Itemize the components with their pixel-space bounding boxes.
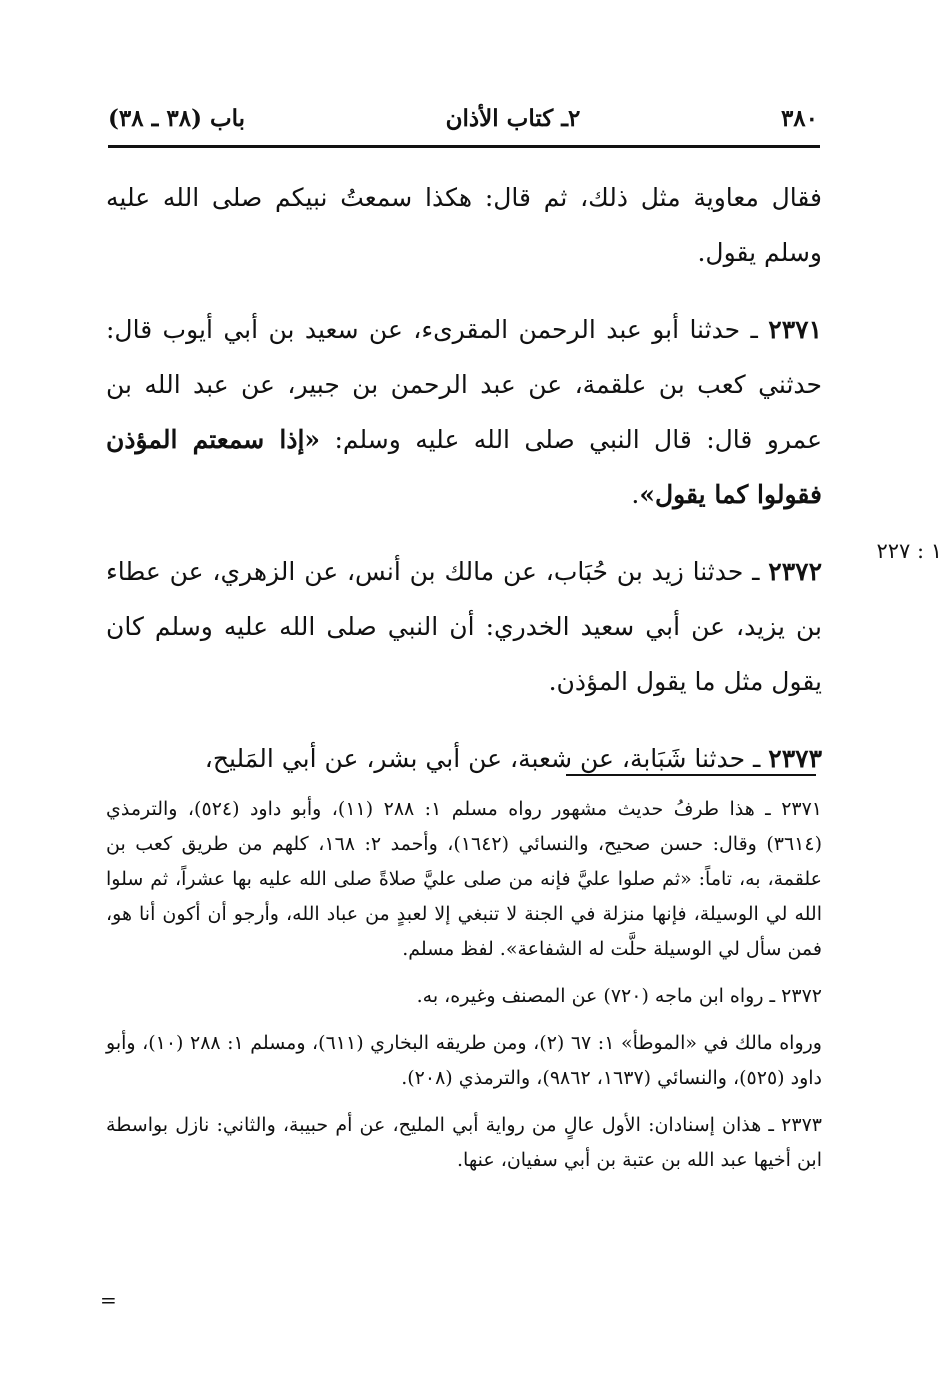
hadith-number: ٢٣٧٢ — [768, 557, 822, 586]
footnote-2371: ٢٣٧١ ـ هذا طرفُ حديث مشهور رواه مسلم ١: ٢٨٨ (١١)، وأبو داود (٥٢٤)، والترمذي (٣٦١٤) وقال: حسن صحيح، والنسائي (١٦٤٢)، وأحمد ٢: ١٦٨، كلهم من طريق كعب بن علقمة، به، تاماً: «ثم صلوا عليَّ فإنه من صلى عليَّ صلاةً صلى الله عليه بها عشراً، ثم سلوا الله لي الوسيلة، فإنها منزلة في الجنة لا تنبغي إلا لعبدٍ من عباد الله، وأرجو أن أكون أنا هو، فمن سأل لي الوسيلة حلَّت له الشفاعة». لفظ مسلم. — [106, 798, 823, 960]
hadith-text: ـ حدثنا أبو عبد الرحمن المقرىء، عن سعيد بن أبي أيوب قال: حدثني كعب بن علقمة، عن عبد الرحمن بن جبير، عن عبد الله بن عمرو قال: قال النبي صلى الله عليه وسلم: — [106, 315, 822, 454]
hadith-2372 — [106, 544, 822, 709]
header-rule — [108, 145, 820, 148]
main-text — [106, 170, 822, 802]
paragraph-text: فقال معاوية مثل ذلك، ثم قال: هكذا سمعتُ نبيكم صلى الله عليه وسلم يقول. — [106, 183, 822, 267]
footnote-rule — [566, 774, 816, 776]
hadith-2371 — [106, 302, 822, 522]
footnotes — [106, 792, 822, 1190]
hadith-number: ٢٣٧١ — [768, 315, 822, 344]
running-header — [108, 98, 818, 138]
paragraph-continuation — [106, 170, 822, 280]
continuation-mark: = — [100, 1288, 117, 1312]
hadith-end: . — [631, 480, 640, 509]
footnote-2372-continued: ورواه مالك في «الموطأ» ١: ٦٧ (٢)، ومن طريقه البخاري (٦١١)، ومسلم ١: ٢٨٨ (١٠)، وأبو داود (٥٢٥)، والنسائي (١٦٣٧، ٩٨٦٢)، والترمذي (٢٠٨). — [106, 1032, 822, 1089]
footnote-2372: ٢٣٧٢ ـ رواه ابن ماجه (٧٢٠) عن المصنف وغيره، به. — [416, 985, 822, 1007]
hadith-number: ٢٣٧٣ — [768, 744, 822, 773]
hadith-text: ـ حدثنا زيد بن حُبَاب، عن مالك بن أنس، عن الزهري، عن عطاء بن يزيد، عن أبي سعيد الخدري: أن النبي صلى الله عليه وسلم كان يقول مثل ما يقول المؤذن. — [106, 557, 822, 696]
hadith-quote: «إذا سمعتم المؤذن فقولوا كما يقول» — [106, 425, 822, 509]
hadith-2373 — [106, 731, 822, 786]
footnote-2373: ٢٣٧٣ ـ هذان إسنادان: الأول عالٍ من رواية أبي المليح، عن أم حبيبة، والثاني: نازل بواسطة ابن أخيها عبد الله بن عتبة بن أبي سفيان، عنها. — [106, 1114, 822, 1171]
page-number: ٣٨٠ — [780, 104, 818, 132]
book-title: ٢ـ كتاب الأذان — [445, 104, 581, 132]
chapter-reference: باب (٣٨ ـ ٣٨) — [108, 104, 246, 132]
margin-reference: ١ : ٢٢٧ — [876, 539, 942, 563]
hadith-text: ـ حدثنا شَبَابة، عن شعبة، عن أبي بشر، عن أبي المَليح، — [204, 744, 761, 773]
